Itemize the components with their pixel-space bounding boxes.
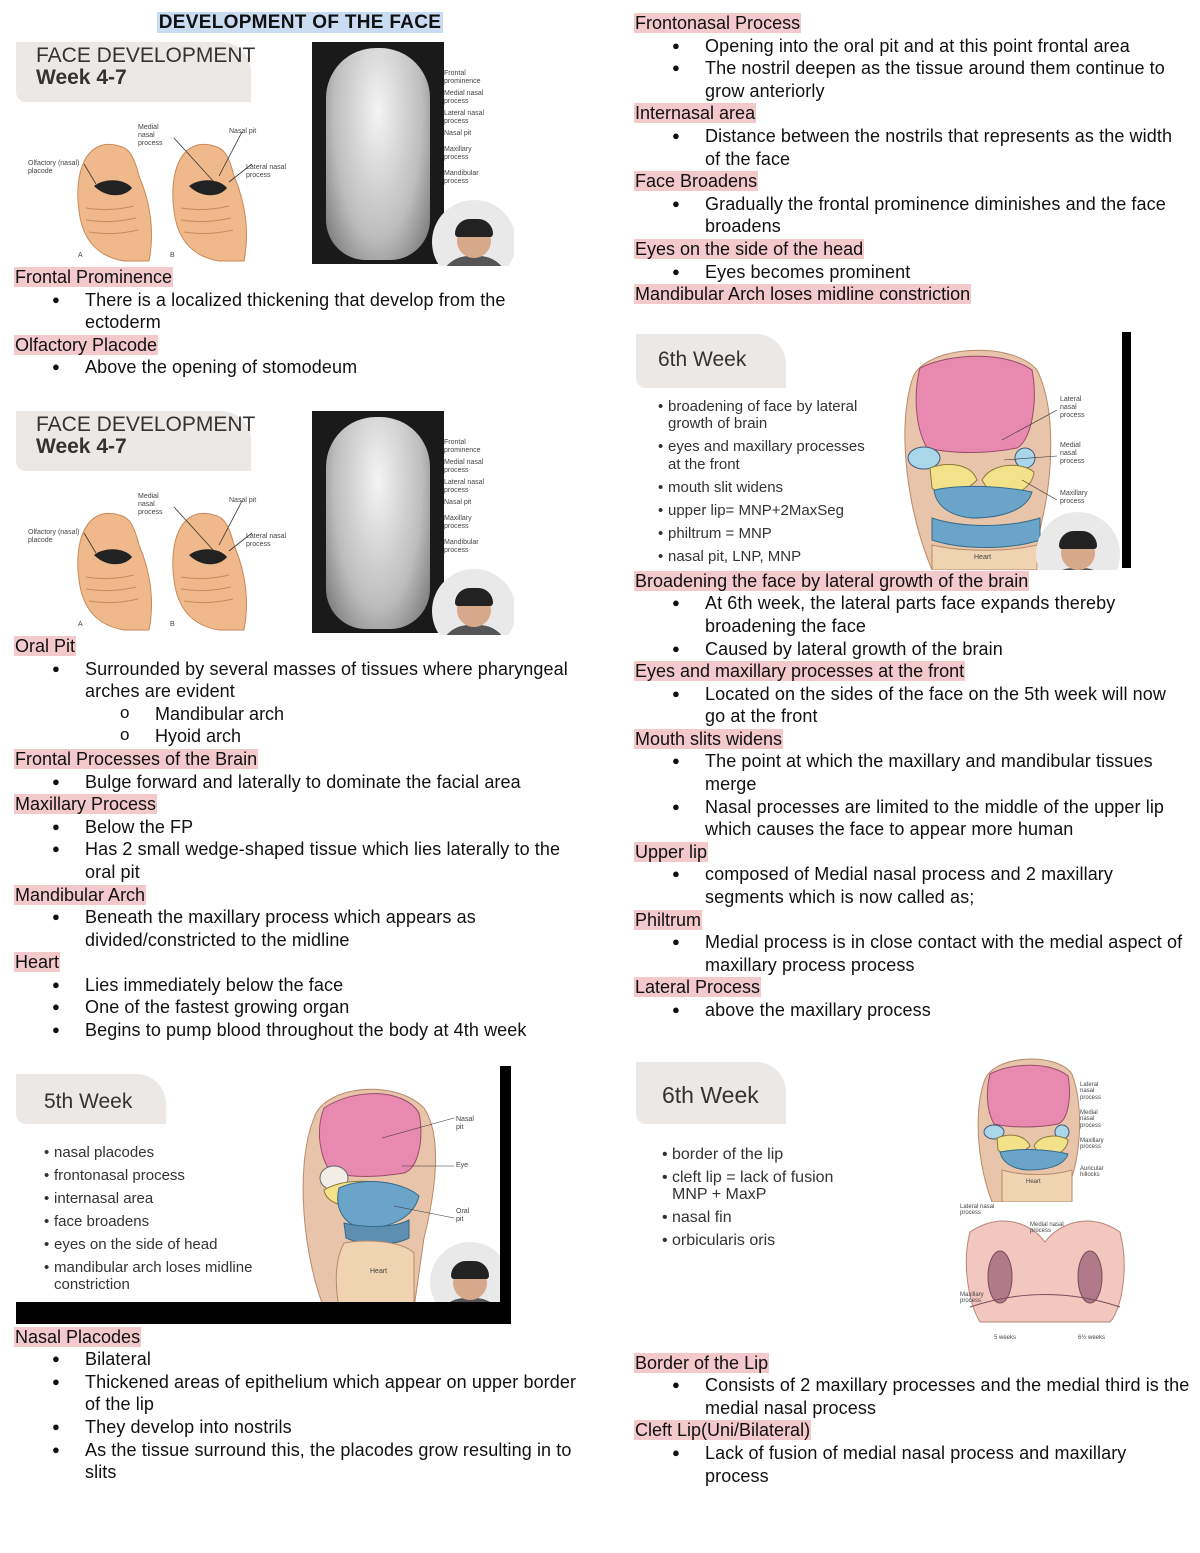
list-item: ● They develop into nostrils bbox=[14, 1416, 586, 1439]
list-item: ● Caused by lateral growth of the brain bbox=[634, 638, 1190, 661]
heading-philtrum: Philtrum bbox=[635, 909, 702, 930]
embryo-drawing bbox=[24, 485, 324, 635]
slide-title: 6th Week bbox=[662, 1081, 759, 1108]
list-item: ● Opening into the oral pit and at this point frontal area bbox=[634, 35, 1190, 58]
label-maxillary: Maxillary process bbox=[1080, 1137, 1104, 1151]
heading-frontal-processes: Frontal Processes of the Brain bbox=[15, 748, 258, 769]
slide-title: 6th Week bbox=[658, 347, 747, 371]
slide-bullet: • eyes on the side of head bbox=[44, 1236, 274, 1254]
heading-eyes-maxillary: Eyes and maxillary processes at the front bbox=[635, 661, 965, 682]
sub-list-item: o Hyoid arch bbox=[85, 725, 586, 748]
slide-bullet: • orbicularis oris bbox=[662, 1232, 882, 1250]
heading-upper-lip: Upper lip bbox=[635, 841, 708, 862]
heading-oral-pit: Oral Pit bbox=[15, 635, 76, 656]
sem-photo bbox=[312, 42, 444, 264]
list-item: ● composed of Medial nasal process and 2 maxillary segments which is now called as; bbox=[634, 863, 1190, 908]
embryo-drawing bbox=[24, 116, 324, 266]
label-olfactory: Olfactory (nasal) placode bbox=[28, 160, 80, 175]
sixth-week-figure-b bbox=[634, 1052, 1134, 1352]
label-medial-nasal: Medial nasal process bbox=[138, 124, 163, 147]
list-item: ● Thickened areas of epithelium which appear on upper border of the lip bbox=[14, 1371, 586, 1416]
heading-maxillary-process: Maxillary Process bbox=[15, 794, 157, 815]
label-medial-nasal: Medial nasal process bbox=[1080, 1109, 1102, 1129]
list-item: ● Bilateral bbox=[14, 1348, 586, 1371]
slide-bullets bbox=[44, 1144, 274, 1300]
label-lateral-nasal: Lateral nasal process bbox=[246, 164, 287, 179]
slide-bullet: • nasal pit, LNP, MNP bbox=[658, 548, 868, 566]
slide-bullet: • upper lip= MNP+2MaxSeg bbox=[658, 502, 868, 520]
slide-frame-edge bbox=[1122, 332, 1131, 568]
right-column bbox=[634, 12, 1190, 1487]
fifth-week-embryo-drawing bbox=[284, 1078, 454, 1308]
list-item: ● Gradually the frontal prominence diminishes and the face broadens bbox=[634, 193, 1190, 238]
list-item: ● There is a localized thickening that develop from the ectoderm bbox=[14, 289, 586, 334]
slide-subtitle: Week 4-7 bbox=[36, 66, 127, 89]
list-item: ● Distance between the nostrils that represents as the width of the face bbox=[634, 125, 1190, 170]
fifth-week-figure bbox=[14, 1066, 514, 1326]
label-medial-nasal: Medial nasal process bbox=[1060, 441, 1085, 465]
heading-olfactory-placode: Olfactory Placode bbox=[15, 334, 158, 355]
list-item: ● One of the fastest growing organ bbox=[14, 996, 586, 1019]
slide-title: 5th Week bbox=[44, 1089, 133, 1113]
heading-frontonasal-process: Frontonasal Process bbox=[635, 13, 801, 33]
label-heart: Heart bbox=[1026, 1178, 1041, 1185]
slide-bullet: • cleft lip = lack of fusion MNP + MaxP bbox=[662, 1169, 867, 1204]
label-heart: Heart bbox=[974, 553, 992, 561]
list-item: ● Begins to pump blood throughout the body at 4th week bbox=[14, 1019, 586, 1042]
list-item: ● Lies immediately below the face bbox=[14, 974, 586, 997]
slide-bullet: • internasal area bbox=[44, 1190, 274, 1208]
slide-title: FACE DEVELOPMENT bbox=[36, 44, 256, 67]
slide-frame-bottom bbox=[16, 1302, 511, 1324]
slide-bullet: • face broadens bbox=[44, 1213, 274, 1231]
sem-photo bbox=[312, 411, 444, 633]
list-item: ● Surrounded by several masses of tissues where pharyngeal arches are evident bbox=[14, 658, 586, 703]
slide-subtitle: Week 4-7 bbox=[36, 434, 127, 458]
slide-bullet: • mouth slit widens bbox=[658, 479, 868, 497]
face-development-figure-2: FACE DEVELOPMENT Week 4-7 Medial nasal process Nasal pit Olfactory (nasal) placode Lateral nasal process A B Frontal prominence Medial nasal process Lateral nasal process Nasal pit Maxillary process Mandibular process bbox=[14, 409, 514, 635]
label-6-weeks: 6½ weeks bbox=[1078, 1334, 1106, 1341]
heading-eyes-side: Eyes on the side of the head bbox=[635, 238, 864, 259]
list-item: ● above the maxillary process bbox=[634, 999, 1190, 1022]
label-maxillary-2: Maxillary process bbox=[960, 1291, 984, 1305]
heading-mouth-slits: Mouth slits widens bbox=[635, 728, 783, 749]
label-heart: Heart bbox=[370, 1267, 388, 1275]
label-lateral-nasal-2: Lateral nasal process bbox=[960, 1203, 995, 1217]
heading-mandibular-arch: Mandibular Arch bbox=[15, 884, 146, 905]
list-item: ● Nasal processes are limited to the middle of the upper lip which causes the face to appear more human bbox=[634, 796, 1190, 841]
label-nasal-pit: Nasal pit bbox=[456, 1115, 474, 1131]
slide-bullet: • philtrum = MNP bbox=[658, 525, 868, 543]
slide-bullet: • nasal placodes bbox=[44, 1144, 274, 1162]
sub-list-item: o Mandibular arch bbox=[85, 703, 586, 726]
label-oral-pit: Oral pit bbox=[456, 1207, 470, 1223]
list-item: ● At 6th week, the lateral parts face expands thereby broadening the face bbox=[634, 592, 1190, 637]
slide-bullets bbox=[658, 398, 868, 570]
sub-list bbox=[85, 703, 586, 748]
list-item: ● Has 2 small wedge-shaped tissue which lies laterally to the oral pit bbox=[14, 838, 586, 883]
slide-bullet: • broadening of face by lateral growth of brain bbox=[658, 398, 868, 433]
heading-nasal-placodes: Nasal Placodes bbox=[15, 1326, 141, 1347]
slide-bullet: • frontonasal process bbox=[44, 1167, 274, 1185]
list-item: ● Eyes becomes prominent bbox=[634, 261, 1190, 284]
label-lateral-nasal: Lateral nasal process bbox=[1080, 1081, 1102, 1101]
label-a: A bbox=[78, 252, 83, 259]
heading-frontal-prominence: Frontal Prominence bbox=[15, 267, 173, 287]
heading-heart: Heart bbox=[15, 952, 60, 973]
face-development-figure-1 bbox=[14, 40, 514, 266]
bullet-list bbox=[14, 356, 586, 379]
label-5-weeks: 5 weeks bbox=[994, 1334, 1017, 1341]
slide-bullet: • mandibular arch loses midline constriction bbox=[44, 1259, 274, 1294]
heading-cleft-lip: Cleft Lip(Uni/Bilateral) bbox=[635, 1420, 811, 1441]
slide-bullet: • eyes and maxillary processes at the front bbox=[658, 438, 868, 473]
label-b: B bbox=[170, 252, 175, 259]
label-lateral-nasal: Lateral nasal process bbox=[1060, 395, 1085, 419]
list-item: ● Medial process is in close contact with the medial aspect of maxillary process process bbox=[634, 931, 1190, 976]
heading-broadening-face: Broadening the face by lateral growth of the brain bbox=[635, 570, 1029, 591]
bullet-list bbox=[14, 658, 586, 703]
label-nasal-pit: Nasal pit bbox=[229, 128, 257, 135]
slide-frame-edge bbox=[500, 1066, 511, 1302]
label-medial-nasal-2: Medial nasal process bbox=[1030, 1221, 1064, 1235]
sixth-week-embryo-drawing bbox=[892, 340, 1057, 570]
slide-title: FACE DEVELOPMENT bbox=[36, 412, 256, 436]
heading-face-broadens: Face Broadens bbox=[635, 171, 758, 192]
list-item: ● Located on the sides of the face on the 5th week will now go at the front bbox=[634, 683, 1190, 728]
slide-bullet: • nasal fin bbox=[662, 1209, 882, 1227]
left-column bbox=[14, 12, 586, 1484]
label-eye: Eye bbox=[456, 1161, 469, 1169]
list-item: ● The nostril deepen as the tissue around them continue to grow anteriorly bbox=[634, 57, 1190, 102]
slide-bullets bbox=[662, 1146, 882, 1256]
page-title: DEVELOPMENT OF THE FACE bbox=[158, 12, 442, 33]
list-item: ● Beneath the maxillary process which appears as divided/constricted to the midline bbox=[14, 906, 586, 951]
sixth-week-figure-a bbox=[634, 330, 1134, 570]
heading-lateral-process: Lateral Process bbox=[635, 977, 761, 998]
slide-bullet: • border of the lip bbox=[662, 1146, 882, 1164]
list-item: ● Bulge forward and laterally to dominate the facial area bbox=[14, 771, 586, 794]
bullet-list bbox=[14, 289, 586, 334]
list-item: ● As the tissue surround this, the placodes grow resulting in to slits bbox=[14, 1439, 586, 1484]
label-maxillary: Maxillary process bbox=[1060, 489, 1088, 505]
heading-internasal-area: Internasal area bbox=[635, 103, 756, 124]
list-item: ● Lack of fusion of medial nasal process and maxillary process bbox=[634, 1442, 1190, 1487]
list-item: ● Below the FP bbox=[14, 816, 586, 839]
list-item: ● Consists of 2 maxillary processes and the medial third is the medial nasal process bbox=[634, 1374, 1190, 1419]
heading-border-lip: Border of the Lip bbox=[635, 1352, 769, 1373]
webcam-thumbnail bbox=[432, 200, 514, 266]
list-item: ● Above the opening of stomodeum bbox=[14, 356, 586, 379]
sem-photo-labels: Frontal prominence Medial nasal process Lateral nasal process Nasal pit Maxillary process Mandibular process bbox=[444, 70, 485, 185]
label-auricular: Auricular hillocks bbox=[1080, 1165, 1104, 1179]
list-item: ● The point at which the maxillary and mandibular tissues merge bbox=[634, 750, 1190, 795]
webcam-thumbnail bbox=[432, 569, 514, 635]
heading-mandibular-constriction: Mandibular Arch loses midline constriction bbox=[635, 284, 971, 305]
